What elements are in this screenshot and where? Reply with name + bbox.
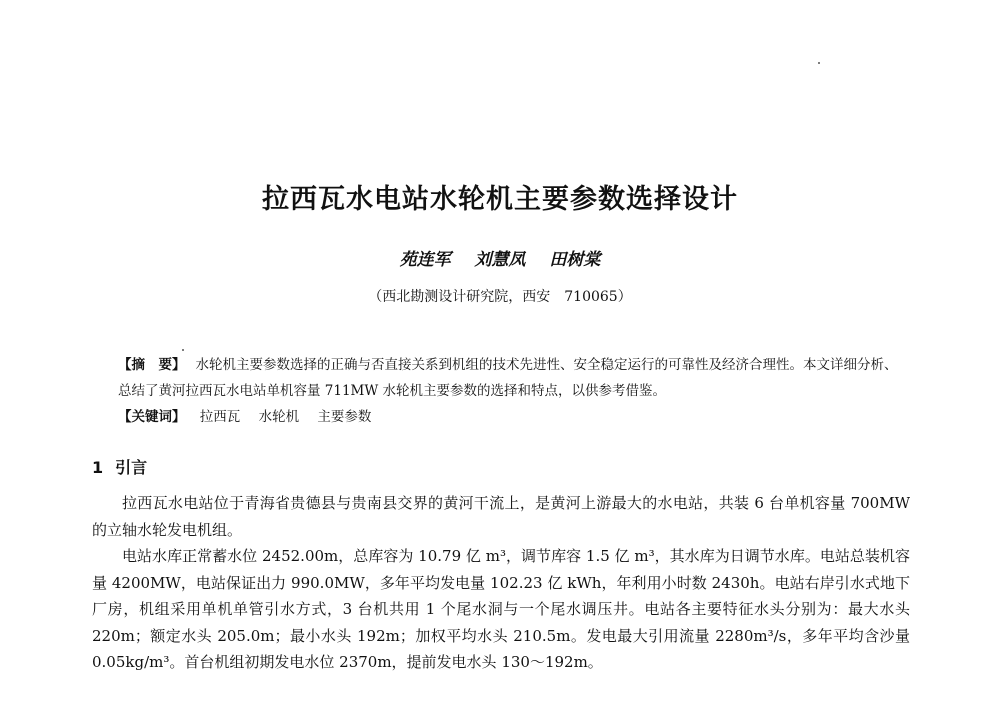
abstract — [118, 352, 898, 404]
affiliation: （西北勘测设计研究院，西安 710065） — [368, 289, 632, 305]
paper-title: 拉西瓦水电站水轮机主要参数选择设计 — [262, 184, 738, 215]
author-name: 刘慧凤 — [474, 250, 526, 270]
abstract-label: 【摘 要】 — [118, 357, 186, 373]
section-number: 1 — [92, 458, 104, 477]
abstract-text: 水轮机主要参数选择的正确与否直接关系到机组的技术先进性、安全稳定运行的可靠性及经济合理性。本文详细分析、总结了黄河拉西瓦水电站单机容量 711MW 水轮机主要参数的选择和特点，以供参考借鉴。 — [118, 357, 898, 399]
keywords-label: 【关键词】 — [118, 409, 186, 425]
author-name: 田树棠 — [549, 250, 601, 270]
author-name: 苑连军 — [399, 250, 451, 270]
keywords — [118, 404, 898, 430]
author-list — [0, 248, 1000, 272]
scan-speck — [818, 62, 820, 64]
paragraph: 电站水库正常蓄水位 2452.00m，总库容为 10.79 亿 m³，调节库容 1.5 亿 m³，其水库为日调节水库。电站总装机容量 4200MW，电站保证出力 990.0MW，多年平均发电量 102.23 亿 kWh，年利用小时数 2430h。电站右岸引水式地下厂房，机组采用单机单管引水方式，3 台机共用 1 个尾水洞与一个尾水调压井。电站各主要特征水头分别为：最大水头 220m；额定水头 205.0m；最小水头 192m；加权平均水头 210.5m。发电最大引用流量 2280m³/s，多年平均含沙量 0.05kg/m³。首台机组初期发电水位 2370m，提前发电水头 130～192m。 — [92, 547, 910, 671]
paragraph: 拉西瓦水电站位于青海省贵德县与贵南县交界的黄河干流上，是黄河上游最大的水电站，共装 6 台单机容量 700MW 的立轴水轮发电机组。 — [92, 494, 910, 539]
section-title: 引言 — [115, 458, 148, 477]
keyword: 水轮机 — [258, 409, 300, 425]
section-heading — [92, 456, 147, 480]
scan-speck — [182, 349, 184, 351]
keyword: 拉西瓦 — [199, 409, 241, 425]
keyword: 主要参数 — [317, 409, 372, 425]
body-text — [92, 490, 910, 676]
